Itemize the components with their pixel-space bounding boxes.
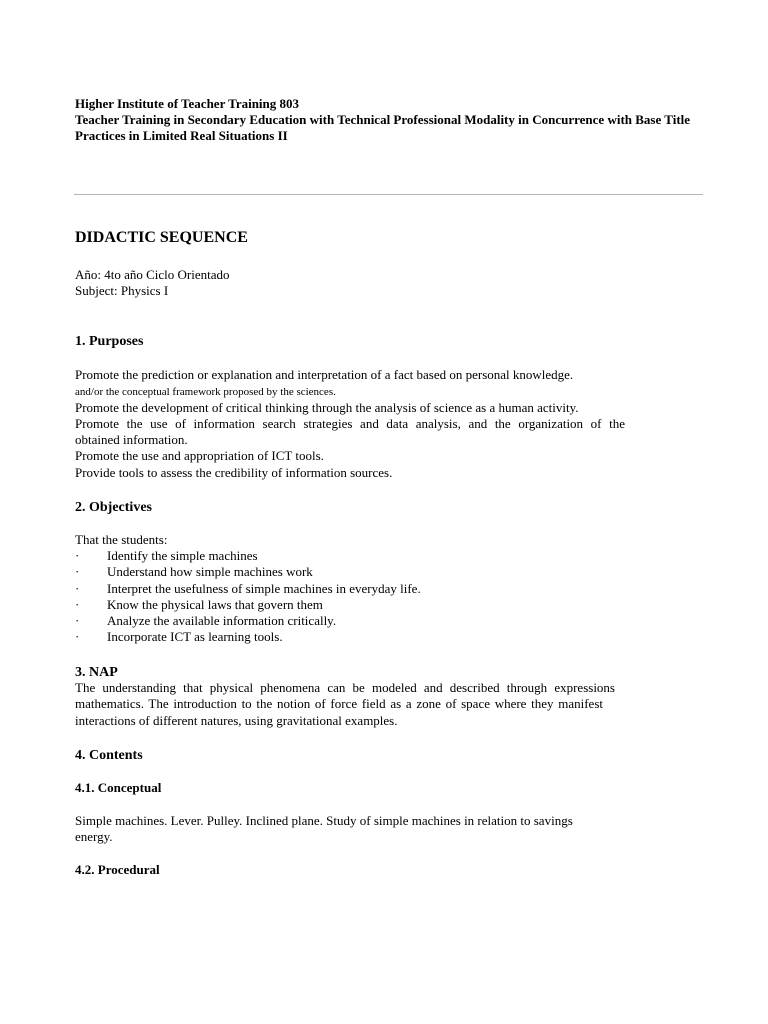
list-item [75, 629, 635, 645]
bullet-icon: · [75, 548, 80, 563]
conceptual-line: Simple machines. Lever. Pulley. Inclined plane. Study of simple machines in relation to savings [75, 813, 573, 828]
objectives-heading: 2. Objectives [75, 500, 152, 515]
bullet-icon: · [75, 597, 80, 612]
contents-heading: 4. Contents [75, 748, 143, 763]
bullet-icon: · [75, 564, 80, 579]
document-title: DIDACTIC SEQUENCE [75, 229, 248, 246]
conceptual-line: energy. [75, 829, 113, 844]
objective-text: Analyze the available information critically. [107, 613, 337, 628]
objectives-intro: That the students: [75, 532, 168, 547]
objective-text: Understand how simple machines work [107, 564, 313, 579]
objective-text: Interpret the usefulness of simple machines in everyday life. [107, 581, 421, 596]
purposes-line: Promote the development of critical thinking through the analysis of science as a human activity. [75, 400, 579, 415]
list-item [75, 613, 635, 629]
list-item [75, 597, 635, 613]
list-item [75, 581, 635, 597]
purposes-line: and/or the conceptual framework proposed by the sciences. [75, 386, 336, 398]
institute-name: Higher Institute of Teacher Training 803 [75, 96, 300, 111]
purposes-line: Promote the use of information search strategies and data analysis, and the organization of the [75, 416, 625, 431]
list-item [75, 564, 635, 580]
program-name: Teacher Training in Secondary Education with Technical Professional Modality in Concurrence with Base Title [75, 112, 691, 127]
year-line: Año: 4to año Ciclo Orientado [75, 267, 230, 282]
list-item [75, 548, 635, 564]
conceptual-heading: 4.1. Conceptual [75, 780, 162, 795]
bullet-icon: · [75, 629, 80, 644]
course-name: Practices in Limited Real Situations II [75, 128, 288, 143]
objective-text: Identify the simple machines [107, 548, 258, 563]
nap-line: mathematics. The introduction to the notion of force field as a zone of space where they manifest [75, 696, 603, 711]
objective-text: Know the physical laws that govern them [107, 597, 323, 612]
purposes-line: Promote the use and appropriation of ICT tools. [75, 448, 324, 463]
purposes-line: Provide tools to assess the credibility of information sources. [75, 465, 393, 480]
purposes-heading: 1. Purposes [75, 334, 144, 349]
purposes-line: Promote the prediction or explanation and interpretation of a fact based on personal knowledge. [75, 367, 574, 382]
objective-text: Incorporate ICT as learning tools. [107, 629, 283, 644]
bullet-icon: · [75, 581, 80, 596]
nap-heading: 3. NAP [75, 665, 118, 680]
subject-line: Subject: Physics I [75, 283, 169, 298]
purposes-line: obtained information. [75, 432, 188, 447]
nap-line: interactions of different natures, using gravitational examples. [75, 713, 398, 728]
bullet-icon: · [75, 613, 80, 628]
procedural-heading: 4.2. Procedural [75, 862, 160, 877]
header-divider [74, 194, 703, 195]
nap-line: The understanding that physical phenomena can be modeled and described through expressions [75, 680, 615, 695]
